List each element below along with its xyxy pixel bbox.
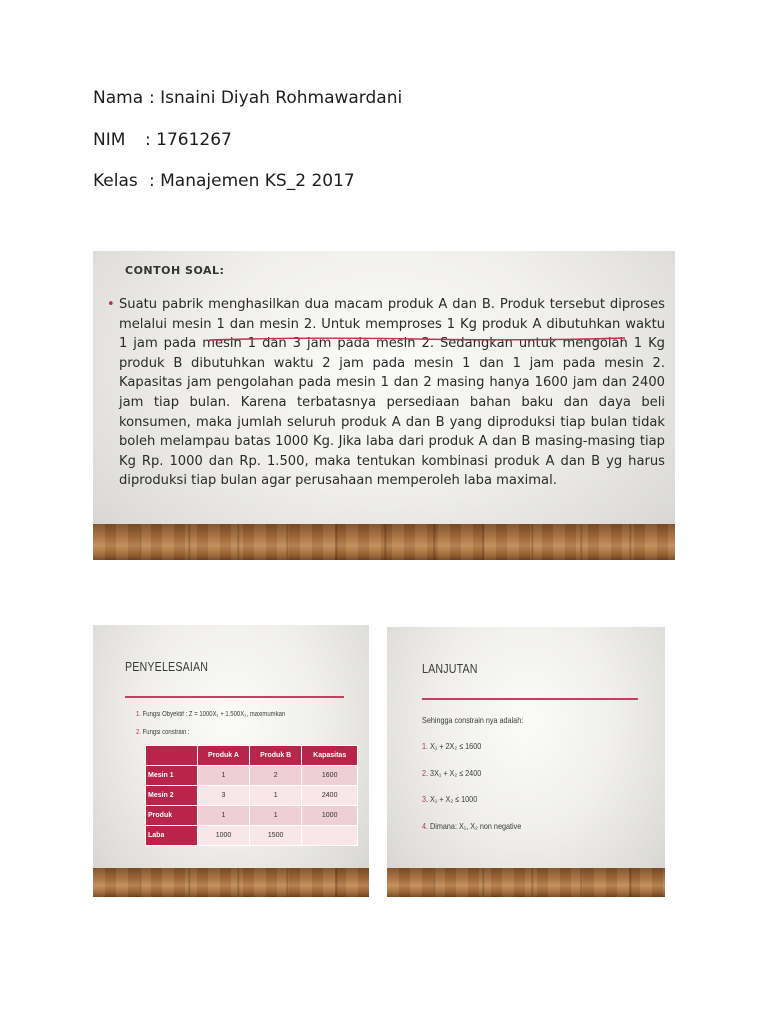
nama-value: : Isnaini Diyah Rohmawardani: [149, 88, 403, 108]
constraint-text: 3X₁ + X₂ ≤ 2400: [430, 768, 482, 778]
constraint-table: [145, 745, 358, 846]
slide-title: PENYELESAIAN: [125, 659, 209, 674]
table-header-cell: Produk B: [249, 746, 301, 766]
table-cell: 1: [198, 806, 250, 826]
row-label: Mesin 1: [146, 766, 198, 786]
table-cell: 1500: [249, 826, 301, 846]
table-row: [146, 786, 358, 806]
constraint-4: [422, 821, 521, 831]
item-number: 4.: [422, 821, 429, 831]
constraint-1: [422, 741, 481, 751]
nim-value: : 1761267: [145, 130, 232, 150]
slide-contoh-soal: [93, 251, 675, 560]
item-number: 2.: [422, 768, 429, 778]
handwritten-underline: [207, 335, 627, 343]
table-cell: 1: [249, 786, 301, 806]
item-text: Fungsi Obyektif : Z = 1000X₁ + 1.500X₂, maximumkan: [142, 711, 286, 718]
item-number: 3.: [422, 794, 429, 804]
title-rule: [422, 698, 638, 700]
wood-floor: [93, 868, 369, 897]
table-cell: 1: [198, 766, 250, 786]
nama-line: [93, 88, 402, 108]
slide-lanjutan: [387, 627, 665, 897]
nama-label: Nama: [93, 88, 144, 108]
table-cell: 1000: [198, 826, 250, 846]
constraint-function: [136, 729, 190, 736]
nim-label: NIM: [93, 130, 126, 150]
constraint-text: X₁ + X₂ ≤ 1000: [430, 794, 478, 804]
table-row: [146, 766, 358, 786]
kelas-label: Kelas: [93, 171, 138, 191]
table-row: [146, 806, 358, 826]
item-number: 1.: [422, 741, 429, 751]
item-text: Fungsi constrain :: [142, 729, 190, 736]
row-label: Produk: [146, 806, 198, 826]
nim-line: [93, 130, 232, 150]
table-cell: [302, 826, 358, 846]
table-header-row: [146, 746, 358, 766]
table-cell: 1: [249, 806, 301, 826]
item-number: 1.: [136, 711, 141, 718]
kelas-line: [93, 171, 355, 191]
problem-text-block: [109, 295, 665, 491]
item-number: 2.: [136, 729, 141, 736]
slide-title: LANJUTAN: [422, 661, 478, 676]
row-label: Mesin 2: [146, 786, 198, 806]
constraint-text: Dimana: X₁, X₂ non negative: [430, 821, 522, 831]
constraint-2: [422, 768, 481, 778]
table-header-cell: Kapasitas: [302, 746, 358, 766]
wood-floor: [93, 524, 675, 560]
constraint-3: [422, 794, 477, 804]
bullet-icon: •: [107, 297, 115, 312]
objective-function: [136, 711, 285, 718]
slide-penyelesaian: [93, 625, 369, 897]
table-header-cell: [146, 746, 198, 766]
table-header-cell: Produk A: [198, 746, 250, 766]
problem-text: Suatu pabrik menghasilkan dua macam produk A dan B. Produk tersebut diproses melalui mesin 1 dan mesin 2. Untuk memproses 1 Kg produk A dibutuhkan waktu 1 jam pada mesin 1 dan 3 jam pada mesin 2. Sedangkan untuk mengolah 1 Kg produk B dibutuhkan waktu 2 jam pada mesin 1 dan 1 jam pada mesin 2. Kapasitas jam pengolahan pada mesin 1 dan 2 masing hanya 1600 jam dan 2400 jam tiap bulan. Karena terbatasnya persediaan bahan baku dan daya beli konsumen, maka jumlah seluruh produk A dan B yang diproduksi tiap bulan tidak boleh melampau batas 1000 Kg. Jika laba dari produk A dan B masing-masing tiap Kg Rp. 1000 dan Rp. 1.500, maka tentukan kombinasi produk A dan B yg harus diproduksi tiap bulan agar perusahaan memperoleh laba maximal.: [119, 297, 665, 489]
row-label: Laba: [146, 826, 198, 846]
table-cell: 1600: [302, 766, 358, 786]
wood-floor: [387, 868, 665, 897]
table-cell: 3: [198, 786, 250, 806]
table-cell: 2: [249, 766, 301, 786]
table-row: [146, 826, 358, 846]
title-rule: [125, 696, 344, 698]
table-cell: 1000: [302, 806, 358, 826]
slide-heading: CONTOH SOAL:: [125, 264, 225, 277]
kelas-value: : Manajemen KS_2 2017: [149, 171, 355, 191]
constraint-intro: Sehingga constrain nya adalah:: [422, 715, 524, 725]
constraint-text: X₁ + 2X₂ ≤ 1600: [430, 741, 482, 751]
table-cell: 2400: [302, 786, 358, 806]
